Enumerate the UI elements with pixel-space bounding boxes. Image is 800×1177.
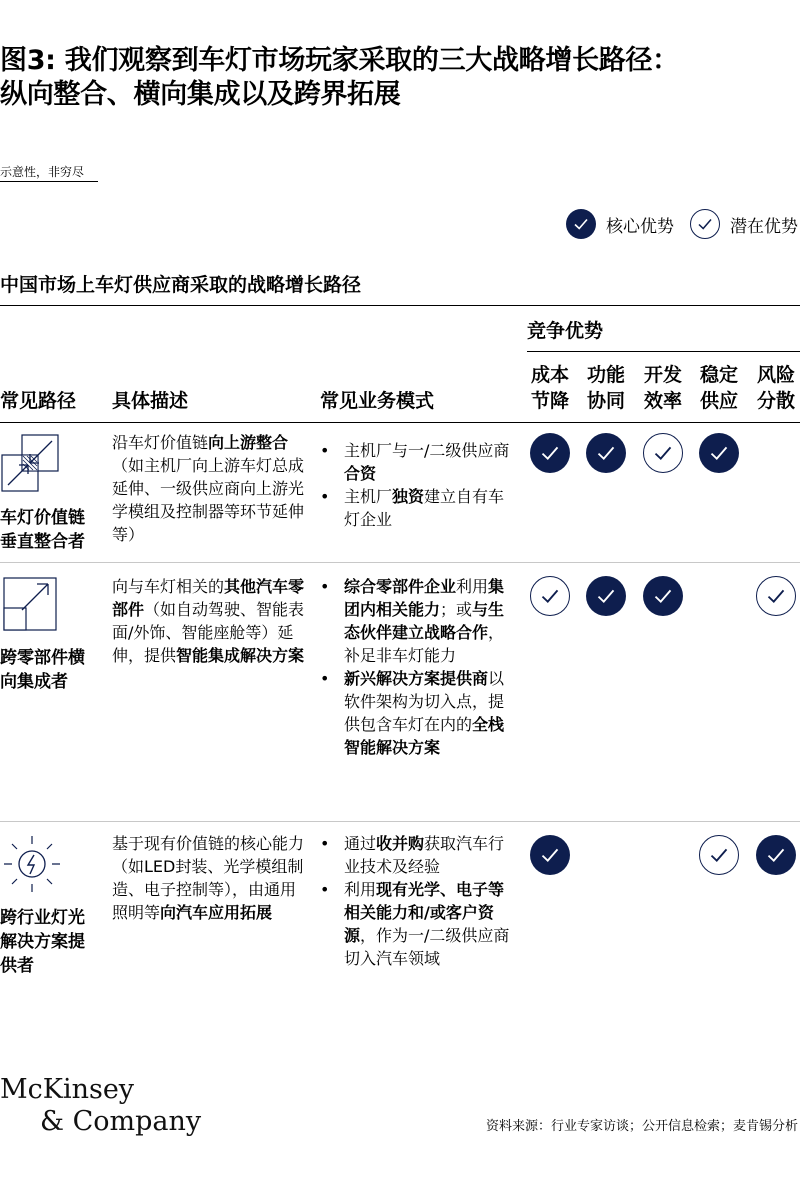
- row-3-adv-risk-check: [756, 835, 796, 875]
- col-header-desc: 具体描述: [112, 390, 189, 412]
- logo-line-1: McKinsey: [0, 1074, 135, 1105]
- bullet-text-run: 综合零部件企业: [344, 577, 457, 596]
- bullet-text-run: 主机厂与一/二级供应商: [344, 441, 510, 460]
- bullet-text-run: ；或: [440, 600, 473, 619]
- row-3-business-models: [318, 832, 518, 970]
- bullet-text-run: 独资: [392, 487, 425, 506]
- row-name-cross-industry-provider: 跨行业灯光 解决方案提 供者: [0, 908, 85, 976]
- description-text-run: 向汽车应用拓展: [160, 903, 273, 922]
- business-model-bullet: [318, 832, 518, 878]
- row-3-description: [112, 832, 310, 924]
- core-advantage-check-icon: [566, 209, 596, 239]
- description-text-run: （如自动驾驶、智能表面/外饰、智能座舱等）延伸，提供: [112, 600, 305, 665]
- description-text-run: （如主机厂向上游车灯总成延伸、一级供应商向上游光学模组及控制器等环节延伸等）: [112, 456, 305, 544]
- row-2-description: [112, 575, 310, 667]
- business-model-bullet: [318, 439, 518, 485]
- advantage-header-rule: [527, 351, 800, 352]
- bullet-text-run: 以软件架构为切入点，提供包含车灯在内的: [344, 669, 505, 734]
- title-line-1: 图3: 我们观察到车灯市场玩家采取的三大战略增长路径：: [0, 45, 679, 76]
- title-line-2: 纵向整合、横向集成以及跨界拓展: [0, 79, 401, 110]
- row-2-business-models: [318, 575, 518, 759]
- subtitle-rule: [0, 305, 800, 306]
- description-text-run: 沿车灯价值链: [112, 433, 209, 452]
- page-title: [0, 44, 800, 112]
- row-2-adv-dev-check: [643, 576, 683, 616]
- row-1-adv-function-check: [586, 433, 626, 473]
- description-text-run: 智能集成解决方案: [176, 646, 305, 665]
- row-name-horizontal-integrator: 跨零部件横 向集成者: [0, 648, 85, 692]
- bullet-text-run: 合资: [344, 464, 377, 483]
- bullet-text-run: 获取汽车行业技术及经验: [344, 834, 505, 876]
- bullet-text-run: 利用: [456, 577, 489, 596]
- legend-core-label: 核心优势: [606, 216, 674, 237]
- row-1-adv-dev-check: [643, 433, 683, 473]
- potential-advantage-check-icon: [699, 835, 739, 875]
- bullet-text-run: 与生态伙伴建立战略合作: [344, 600, 505, 642]
- core-advantage-check-icon: [586, 433, 626, 473]
- row-1-adv-supply-check: [699, 433, 739, 473]
- col-header-adv-risk: 风险 分散: [756, 364, 795, 412]
- row-1-description: [112, 431, 310, 546]
- row-2-adv-function-check: [586, 576, 626, 616]
- source-note: 资料来源：行业专家访谈；公开信息检索；麦肯锡分析: [485, 1119, 798, 1134]
- row-1-adv-cost-check: [530, 433, 570, 473]
- bullet-text-run: 收并购: [376, 834, 425, 853]
- table-subtitle: 中国市场上车灯供应商采取的战略增长路径: [0, 274, 362, 296]
- description-text-run: 其他汽车零部件: [112, 577, 305, 619]
- illustrative-note: 示意性，非穷尽: [0, 165, 85, 179]
- horizontal-integration-icon: [0, 574, 64, 638]
- row-3-adv-cost-check: [530, 835, 570, 875]
- core-advantage-check-icon: [586, 576, 626, 616]
- bullet-text-run: ，作为一/二级供应商切入汽车领域: [344, 926, 510, 968]
- core-advantage-check-icon: [756, 835, 796, 875]
- potential-advantage-check-icon: [530, 576, 570, 616]
- row-3-adv-supply-check: [699, 835, 739, 875]
- bullet-text-run: 新兴解决方案提供商: [344, 669, 489, 688]
- business-model-bullet: [318, 485, 518, 531]
- bullet-text-run: 全栈智能解决方案: [344, 715, 505, 757]
- row-2-adv-cost-check: [530, 576, 570, 616]
- row-1-business-models: [318, 439, 518, 531]
- bullet-text-run: 通过: [344, 834, 377, 853]
- col-header-adv-dev: 开发 效率: [643, 364, 682, 412]
- row-2-divider: [0, 821, 800, 822]
- description-text-run: 向与车灯相关的: [112, 577, 225, 596]
- core-advantage-check-icon: [530, 835, 570, 875]
- col-header-adv-cost: 成本 节降: [530, 364, 569, 412]
- legend: [566, 209, 798, 239]
- logo-line-2: & Company: [40, 1106, 202, 1137]
- legend-potential-label: 潜在优势: [730, 216, 798, 237]
- core-advantage-check-icon: [699, 433, 739, 473]
- business-model-bullet: [318, 667, 518, 759]
- bullet-text-run: 现有光学、电子等相关能力和/或客户资源: [344, 880, 505, 945]
- competitive-advantage-header: 竞争优势: [527, 320, 604, 342]
- row-1-divider: [0, 562, 800, 563]
- note-underline: [0, 181, 98, 182]
- lighting-bulb-icon: [0, 832, 64, 900]
- potential-advantage-check-icon: [643, 433, 683, 473]
- bullet-text-run: 建立自有车灯企业: [344, 487, 505, 529]
- bullet-text-run: ，补足非车灯能力: [344, 623, 505, 665]
- bullet-text-run: 利用: [344, 880, 377, 899]
- col-header-adv-function: 功能 协同: [586, 364, 625, 412]
- header-bottom-rule: [0, 422, 800, 423]
- potential-advantage-check-icon: [690, 209, 720, 239]
- row-name-vertical-integrator: 车灯价值链 垂直整合者: [0, 508, 85, 552]
- potential-advantage-check-icon: [756, 576, 796, 616]
- business-model-bullet: [318, 575, 518, 667]
- bullet-text-run: 主机厂: [344, 487, 393, 506]
- core-advantage-check-icon: [643, 576, 683, 616]
- description-text-run: 基于现有价值链的核心能力（如LED封装、光学模组制造、电子控制等），由通用照明等: [112, 834, 305, 922]
- col-header-model: 常见业务模式: [320, 390, 435, 412]
- bullet-text-run: 集团内相关能力: [344, 577, 505, 619]
- row-2-adv-risk-check: [756, 576, 796, 616]
- col-header-adv-supply: 稳定 供应: [699, 364, 738, 412]
- business-model-bullet: [318, 878, 518, 970]
- description-text-run: 向上游整合: [208, 433, 289, 452]
- vertical-integration-icon: [0, 433, 64, 497]
- col-header-path: 常见路径: [0, 390, 77, 412]
- core-advantage-check-icon: [530, 433, 570, 473]
- mckinsey-logo: [0, 1074, 201, 1138]
